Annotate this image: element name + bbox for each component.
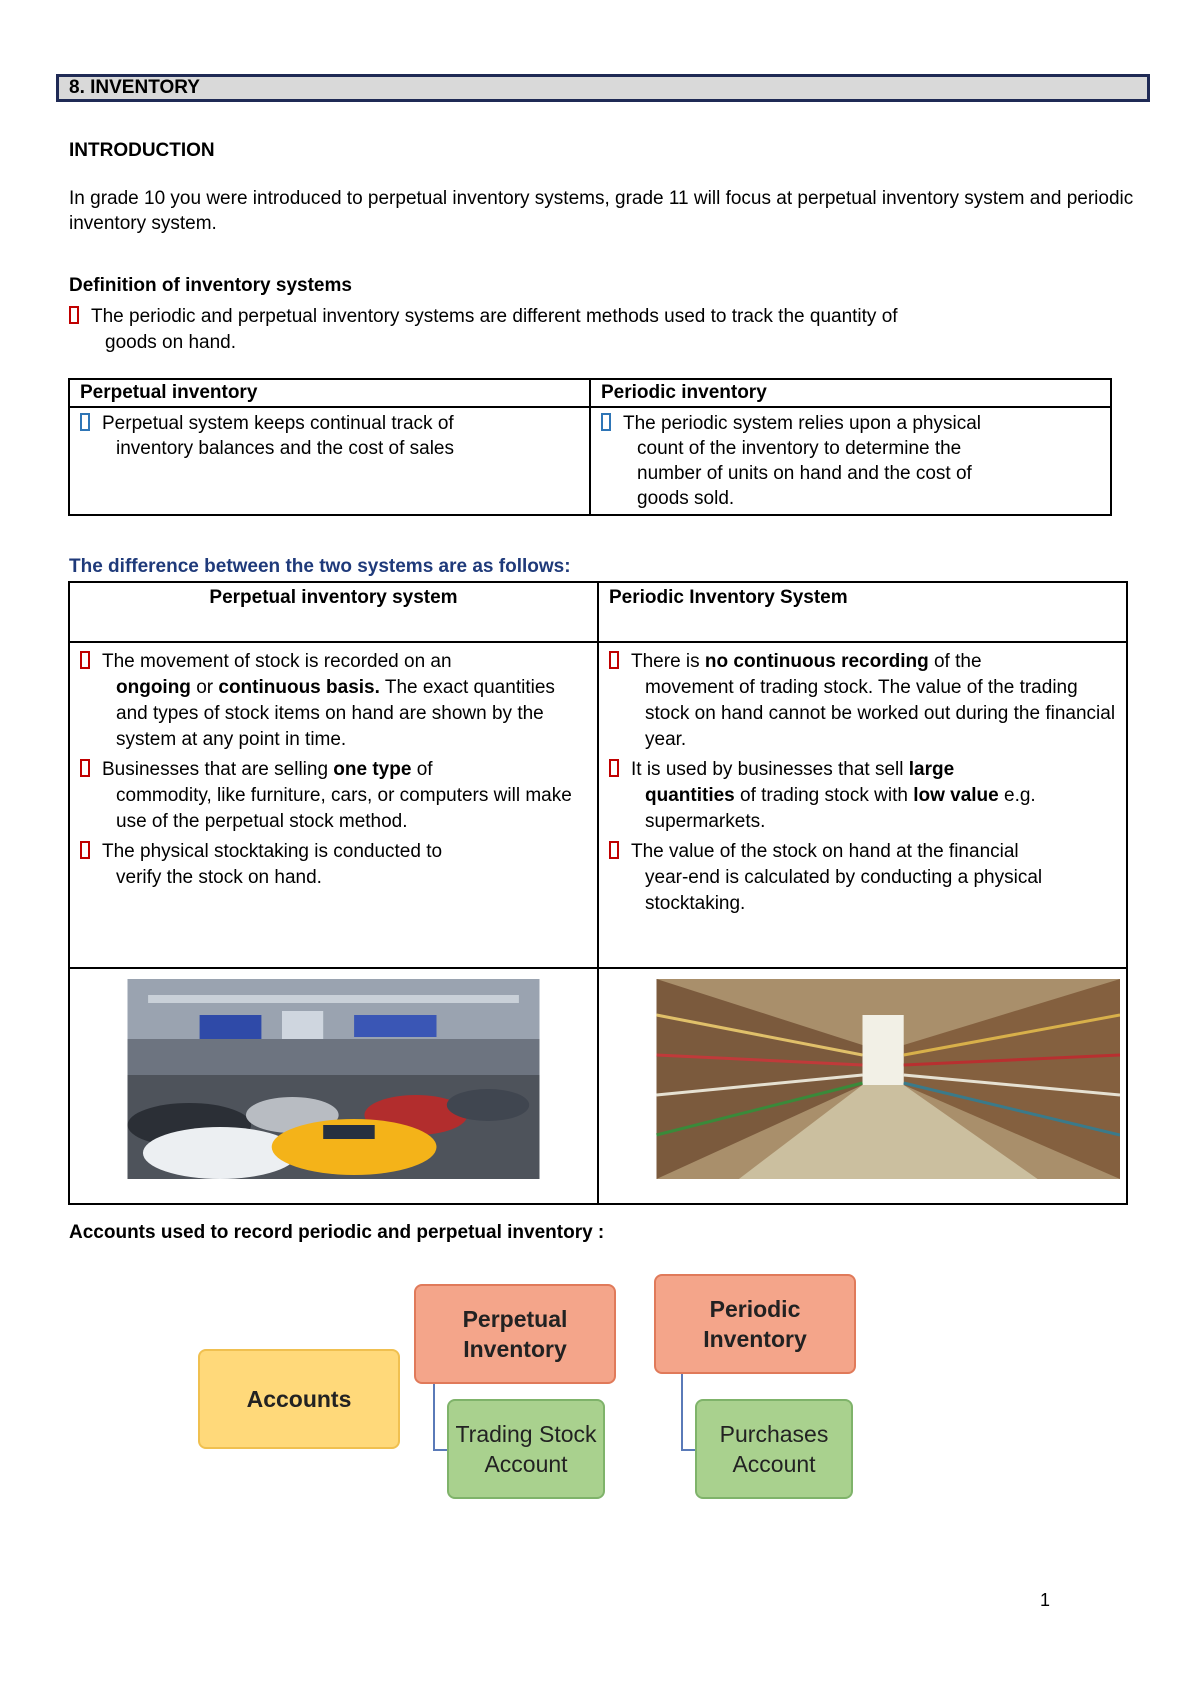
periodic-point-1 [609,649,1116,753]
definition-bullet [69,304,1079,356]
text: It is used by businesses that sell [631,759,909,780]
bold-text: no continuous recording [704,651,929,672]
text: e.g. supermarkets. [645,785,1036,832]
perpetual-points-cell [69,642,598,968]
text: Businesses that are selling [102,759,334,780]
car-dealership-image [76,975,591,1183]
periodic-point-3 [609,839,1116,917]
text: The exact quantities and types of stock items on hand are shown by the system at any point in time. [116,677,555,750]
intro-heading: INTRODUCTION [69,140,215,161]
bold-text: quantities [645,785,735,806]
bold-text: low value [913,785,999,806]
text: of [411,759,433,780]
text: The physical stocktaking is conducted to [102,841,443,862]
periodic-inventory-node: Periodic Inventory [654,1274,856,1374]
trading-stock-account-node: Trading Stock Account [447,1399,605,1499]
periodic-def-line1: The periodic system relies upon a physical [623,413,982,434]
periodic-def-line2: count of the inventory to determine the [637,438,962,459]
periodic-def-line4: goods sold. [637,488,735,509]
purchases-account-node: Purchases Account [695,1399,853,1499]
definition-text-line1: The periodic and perpetual inventory systems are different methods used to track the quantity of [91,306,898,327]
text: of the [928,651,982,672]
supermarket-aisle-image [605,975,1120,1183]
difference-heading: The difference between the two systems are as follows: [69,556,571,577]
bullet-icon [80,651,90,669]
car-dealership-image-cell [69,968,598,1204]
accounts-heading: Accounts used to record periodic and perpetual inventory : [69,1222,605,1243]
text: or [190,677,219,698]
perpetual-def-line2: inventory balances and the cost of sales [116,438,454,459]
text: movement of trading stock. The value of the trading stock on hand cannot be worked out during the financial year. [645,677,1116,750]
bullet-icon [609,651,619,669]
text: verify the stock on hand. [116,867,322,888]
bullet-icon [609,841,619,859]
intro-paragraph: In grade 10 you were introduced to perpetual inventory systems, grade 11 will focus at perpetual inventory system and periodic inventory system. [69,188,1134,234]
text: of trading stock with [734,785,914,806]
periodic-def-line3: number of units on hand and the cost of [637,463,972,484]
perpetual-point-3 [80,839,587,891]
text: year-end is calculated by conducting a physical stocktaking. [645,867,1043,914]
bullet-icon [80,759,90,777]
table2-header-perpetual: Perpetual inventory system [69,582,598,642]
table2-header-periodic: Periodic Inventory System [598,582,1127,642]
perpetual-def-line1: Perpetual system keeps continual track of [102,413,454,434]
perpetual-point-2 [80,757,587,835]
text: The value of the stock on hand at the financial [631,841,1019,862]
definition-text-line2: goods on hand. [105,332,237,353]
bullet-icon [80,841,90,859]
table1-header-periodic: Periodic inventory [590,379,1111,407]
supermarket-image-cell [598,968,1127,1204]
difference-table [68,581,1128,1205]
table1-header-perpetual: Perpetual inventory [69,379,590,407]
definition-table [68,378,1112,516]
bold-text: ongoing [116,677,191,698]
accounts-node: Accounts [198,1349,400,1449]
text: commodity, like furniture, cars, or computers will make use of the perpetual stock method. [116,785,572,832]
section-title-bar: 8. INVENTORY [56,74,1150,102]
periodic-points-cell [598,642,1127,968]
bullet-icon [80,413,90,431]
perpetual-point-1 [80,649,587,753]
text: There is [631,651,705,672]
perpetual-inventory-node: Perpetual Inventory [414,1284,616,1384]
bold-text: continuous basis. [218,677,380,698]
bold-text: one type [333,759,412,780]
bullet-icon [69,306,79,324]
bullet-icon [609,759,619,777]
page-number: 1 [1040,1590,1051,1610]
definition-heading: Definition of inventory systems [69,275,352,296]
table1-cell-periodic [590,407,1111,515]
text: The movement of stock is recorded on an [102,651,452,672]
table1-cell-perpetual [69,407,590,515]
bullet-icon [601,413,611,431]
periodic-point-2 [609,757,1116,835]
bold-text: large [908,759,955,780]
